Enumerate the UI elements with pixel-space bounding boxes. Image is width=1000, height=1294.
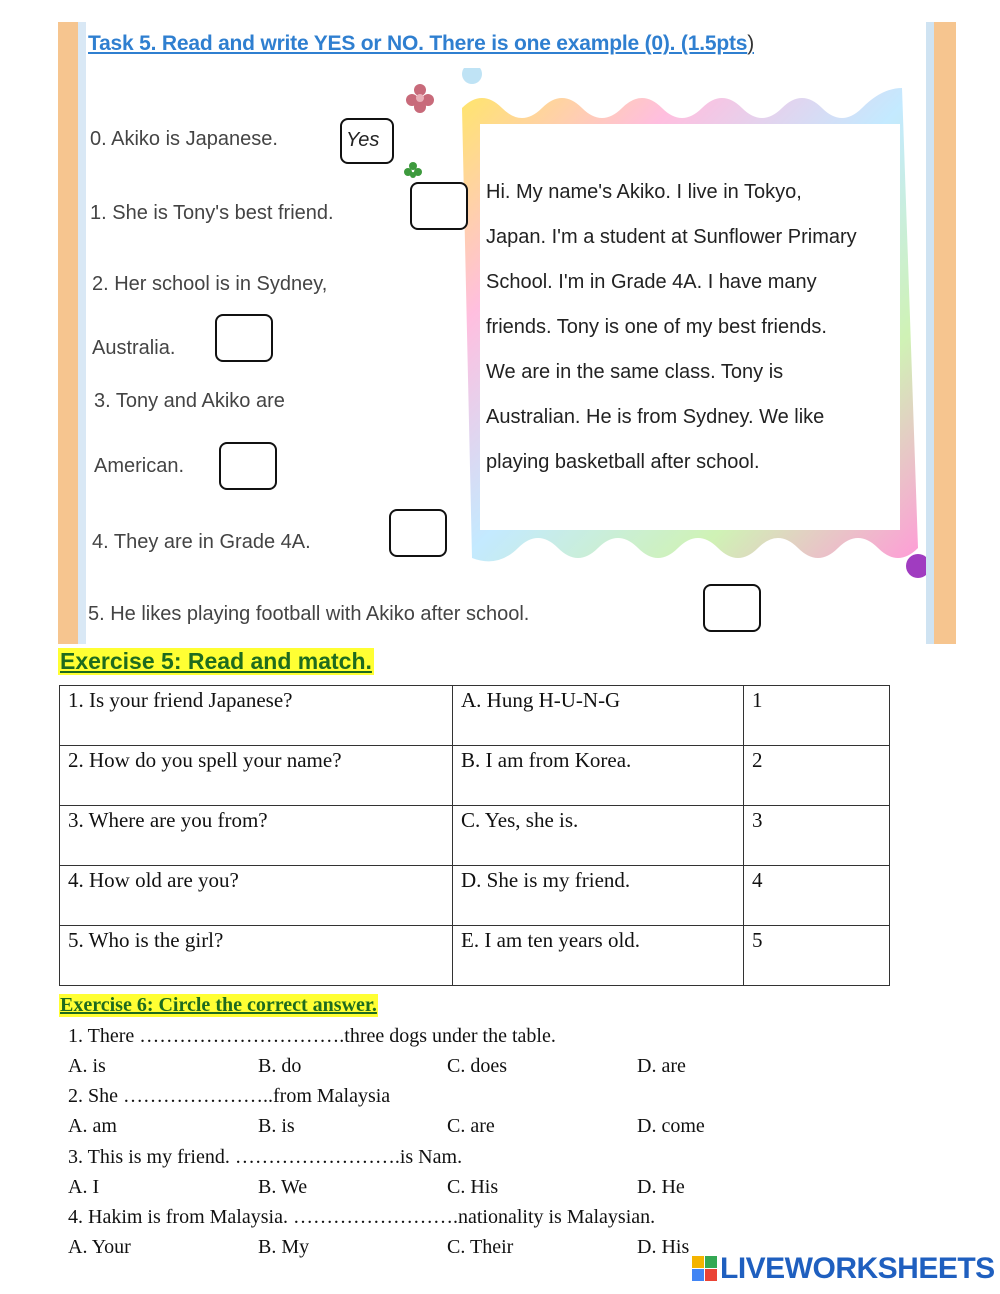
left-border-inner bbox=[78, 22, 86, 644]
option-3a[interactable]: A. I bbox=[68, 1176, 100, 1198]
question-cell: 2. How do you spell your name? bbox=[60, 746, 453, 806]
statement-3-line1: 3. Tony and Akiko are bbox=[94, 390, 285, 412]
question-cell: 1. Is your friend Japanese? bbox=[60, 686, 453, 746]
question-2: 2. She …………………..from Malaysia bbox=[68, 1085, 391, 1107]
answer-cell: A. Hung H-U-N-G bbox=[453, 686, 744, 746]
left-border bbox=[58, 22, 78, 644]
answer-box-2[interactable] bbox=[215, 314, 273, 362]
option-3c[interactable]: C. His bbox=[447, 1176, 499, 1198]
statement-4: 4. They are in Grade 4A. bbox=[92, 531, 311, 553]
statement-3-line2: American. bbox=[94, 455, 185, 477]
statement-5: 5. He likes playing football with Akiko after school. bbox=[88, 603, 530, 625]
flower-icon bbox=[462, 68, 482, 84]
statement-1: 1. She is Tony's best friend. bbox=[90, 202, 334, 224]
passage-line: School. I'm in Grade 4A. I have many bbox=[486, 271, 817, 293]
option-4b[interactable]: B. My bbox=[258, 1236, 310, 1258]
table-row bbox=[60, 866, 890, 926]
task5-title bbox=[88, 32, 754, 56]
table-row bbox=[60, 926, 890, 986]
match-input-cell[interactable]: 5 bbox=[744, 926, 890, 986]
option-2c[interactable]: C. are bbox=[447, 1115, 495, 1137]
question-cell: 3. Where are you from? bbox=[60, 806, 453, 866]
answer-cell: B. I am from Korea. bbox=[453, 746, 744, 806]
passage-line: Hi. My name's Akiko. I live in Tokyo, bbox=[486, 181, 802, 203]
table-row bbox=[60, 686, 890, 746]
question-cell: 4. How old are you? bbox=[60, 866, 453, 926]
question-1: 1. There ………………………….three dogs under the table. bbox=[68, 1025, 556, 1047]
flower-icon bbox=[402, 80, 438, 116]
question-cell: 5. Who is the girl? bbox=[60, 926, 453, 986]
reading-passage bbox=[486, 170, 916, 485]
option-1b[interactable]: B. do bbox=[258, 1055, 302, 1077]
option-2d[interactable]: D. come bbox=[637, 1115, 705, 1137]
question-4: 4. Hakim is from Malaysia. …………………….nationality is Malaysian. bbox=[68, 1206, 656, 1228]
answer-box-0 bbox=[340, 118, 394, 164]
option-3b[interactable]: B. We bbox=[258, 1176, 308, 1198]
passage-line: playing basketball after school. bbox=[486, 451, 760, 473]
passage-line: friends. Tony is one of my best friends. bbox=[486, 316, 827, 338]
option-2a[interactable]: A. am bbox=[68, 1115, 117, 1137]
option-4c[interactable]: C. Their bbox=[447, 1236, 514, 1258]
option-4d[interactable]: D. His bbox=[637, 1236, 690, 1258]
logo-text: LIVEWORKSHEETS bbox=[720, 1252, 995, 1285]
passage-line: We are in the same class. Tony is bbox=[486, 361, 784, 383]
match-input-cell[interactable]: 2 bbox=[744, 746, 890, 806]
question-3: 3. This is my friend. …………………….is Nam. bbox=[68, 1146, 463, 1168]
match-table bbox=[59, 685, 890, 986]
task5-title-paren: ) bbox=[747, 32, 755, 55]
answer-cell: D. She is my friend. bbox=[453, 866, 744, 926]
clover-icon bbox=[402, 160, 424, 182]
option-4a[interactable]: A. Your bbox=[68, 1236, 131, 1258]
statement-2-line2: Australia. bbox=[92, 337, 176, 359]
passage-line: Australian. He is from Sydney. We like bbox=[486, 406, 825, 428]
answer-cell: C. Yes, she is. bbox=[453, 806, 744, 866]
answer-box-3[interactable] bbox=[219, 442, 277, 490]
right-border bbox=[934, 22, 956, 644]
passage-line: Japan. I'm a student at Sunflower Primary bbox=[486, 226, 857, 248]
table-row bbox=[60, 806, 890, 866]
match-input-cell[interactable]: 4 bbox=[744, 866, 890, 926]
statement-0: 0. Akiko is Japanese. bbox=[90, 128, 278, 150]
answer-box-4[interactable] bbox=[389, 509, 447, 557]
task5-title-text: Task 5. Read and write YES or NO. There is one example (0). (1.5pts bbox=[88, 32, 748, 55]
option-3d[interactable]: D. He bbox=[637, 1176, 685, 1198]
option-1a[interactable]: A. is bbox=[68, 1055, 106, 1077]
answer-box-5[interactable] bbox=[703, 584, 761, 632]
answer-cell: E. I am ten years old. bbox=[453, 926, 744, 986]
bead-icon bbox=[906, 554, 926, 578]
example-answer: Yes bbox=[346, 129, 380, 151]
option-2b[interactable]: B. is bbox=[258, 1115, 295, 1137]
right-border-inner bbox=[926, 22, 934, 644]
table-row bbox=[60, 746, 890, 806]
option-1d[interactable]: D. are bbox=[637, 1055, 686, 1077]
exercise6-title: Exercise 6: Circle the correct answer. bbox=[60, 994, 377, 1016]
liveworksheets-icon bbox=[692, 1256, 718, 1282]
option-1c[interactable]: C. does bbox=[447, 1055, 507, 1077]
exercise5-title: Exercise 5: Read and match. bbox=[60, 648, 372, 674]
answer-box-1[interactable] bbox=[410, 182, 468, 230]
match-input-cell[interactable]: 1 bbox=[744, 686, 890, 746]
match-input-cell[interactable]: 3 bbox=[744, 806, 890, 866]
statement-2-line1: 2. Her school is in Sydney, bbox=[92, 273, 328, 295]
